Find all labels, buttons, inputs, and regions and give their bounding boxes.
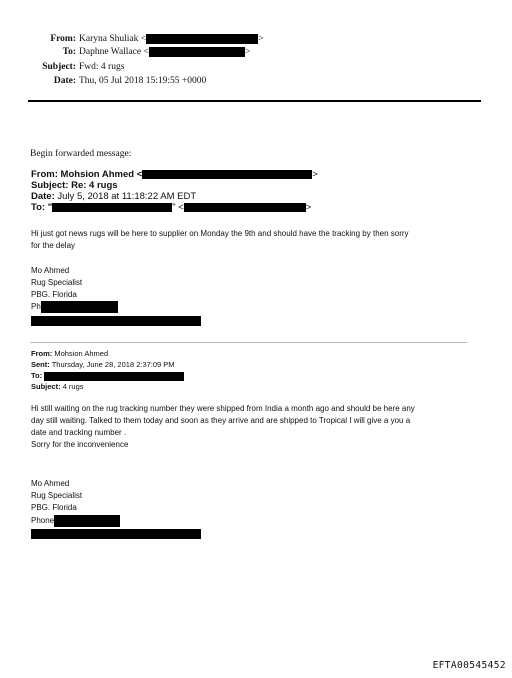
header-divider [28, 100, 481, 102]
to-value: Daphne Wallace < [79, 47, 149, 57]
fwd-sig-title: Rug Specialist [31, 278, 83, 287]
prev-from-label: From: [31, 349, 53, 358]
fwd-subject-text: Subject: Re: 4 rugs [31, 180, 118, 191]
redaction-bar [149, 47, 245, 57]
from-label: From: [50, 34, 76, 44]
fwd-to-label: To: " [31, 202, 53, 214]
prev-sent-value: Thursday, June 28, 2018 2:37:09 PM [49, 360, 175, 369]
fwd-body-line-2: for the delay [31, 241, 76, 250]
from-close: > [258, 34, 264, 44]
redaction-bar [54, 515, 120, 527]
fwd-sig-phone [31, 301, 118, 313]
prev-sig-name: Mo Ahmed [31, 479, 70, 488]
prev-from-value: Mohsion Ahmed [52, 349, 109, 358]
prev-body-line-3: date and tracking number . [31, 428, 127, 437]
fwd-sig-name: Mo Ahmed [31, 266, 70, 275]
date-label: Date: [53, 76, 76, 86]
from-value: Karyna Shuliak < [79, 34, 147, 44]
to-close: > [244, 47, 251, 57]
date-value: Thu, 05 Jul 2018 15:19:55 +0000 [79, 76, 207, 86]
fwd-from-text: From: Mohsion Ahmed < [31, 169, 143, 181]
fwd-date [31, 192, 196, 202]
prev-sig-phone [31, 515, 120, 527]
prev-body-line-1: Hi still waiting on the rug tracking number they were shipped from India a month ago and should be here any [31, 404, 415, 413]
subject-value: Fwd: 4 rugs [79, 62, 125, 72]
fwd-to [31, 203, 311, 213]
prev-sig-phone-label: Phone [31, 516, 55, 526]
prev-subject [31, 382, 84, 392]
from-value-wrap [79, 33, 263, 45]
fwd-body-line-1: Hi just got news rugs will be here to supplier on Monday the 9th and should have the tracking by then sorry [31, 229, 409, 238]
prev-sent [31, 360, 175, 370]
forward-intro: Begin forwarded message: [30, 149, 132, 159]
fwd-to-mid: " < [172, 202, 184, 214]
redaction-bar [146, 34, 258, 44]
prev-to-label: To: [31, 371, 43, 380]
fwd-from [31, 170, 318, 180]
fwd-from-close: > [312, 169, 318, 181]
fwd-date-label: Date: [31, 191, 58, 202]
fwd-to-close: > [305, 202, 312, 214]
prev-subject-value: 4 rugs [60, 382, 84, 391]
fwd-date-value: July 5, 2018 at 11:18:22 AM EDT [57, 191, 197, 202]
to-value-wrap [79, 46, 250, 58]
redaction-bar [41, 301, 118, 313]
prev-sig-title: Rug Specialist [31, 491, 83, 500]
prev-to [31, 371, 184, 381]
document-id: EFTA00545452 [432, 660, 506, 671]
prev-sig-location: PBG. Florida [31, 503, 77, 512]
to-label: To: [62, 47, 76, 57]
prev-body-line-4: Sorry for the inconvenience [31, 440, 129, 449]
prev-subject-label: Subject: [31, 382, 61, 391]
redaction-bar [31, 316, 201, 326]
redaction-bar [52, 203, 172, 212]
redaction-bar [31, 529, 201, 539]
fwd-sig-phone-label: Ph [31, 302, 41, 312]
prev-sent-label: Sent: [31, 360, 50, 369]
subject-label: Subject: [42, 62, 76, 72]
redaction-bar [142, 170, 312, 179]
reply-divider [30, 342, 467, 343]
fwd-sig-location: PBG. Florida [31, 290, 77, 299]
fwd-subject [31, 181, 118, 191]
prev-body-line-2: day still waiting. Talked to them today and soon as they arrive and are shipped to Tropical I will give a you a [31, 416, 411, 425]
prev-from [31, 349, 108, 359]
redaction-bar [44, 372, 184, 381]
redaction-bar [184, 203, 306, 212]
